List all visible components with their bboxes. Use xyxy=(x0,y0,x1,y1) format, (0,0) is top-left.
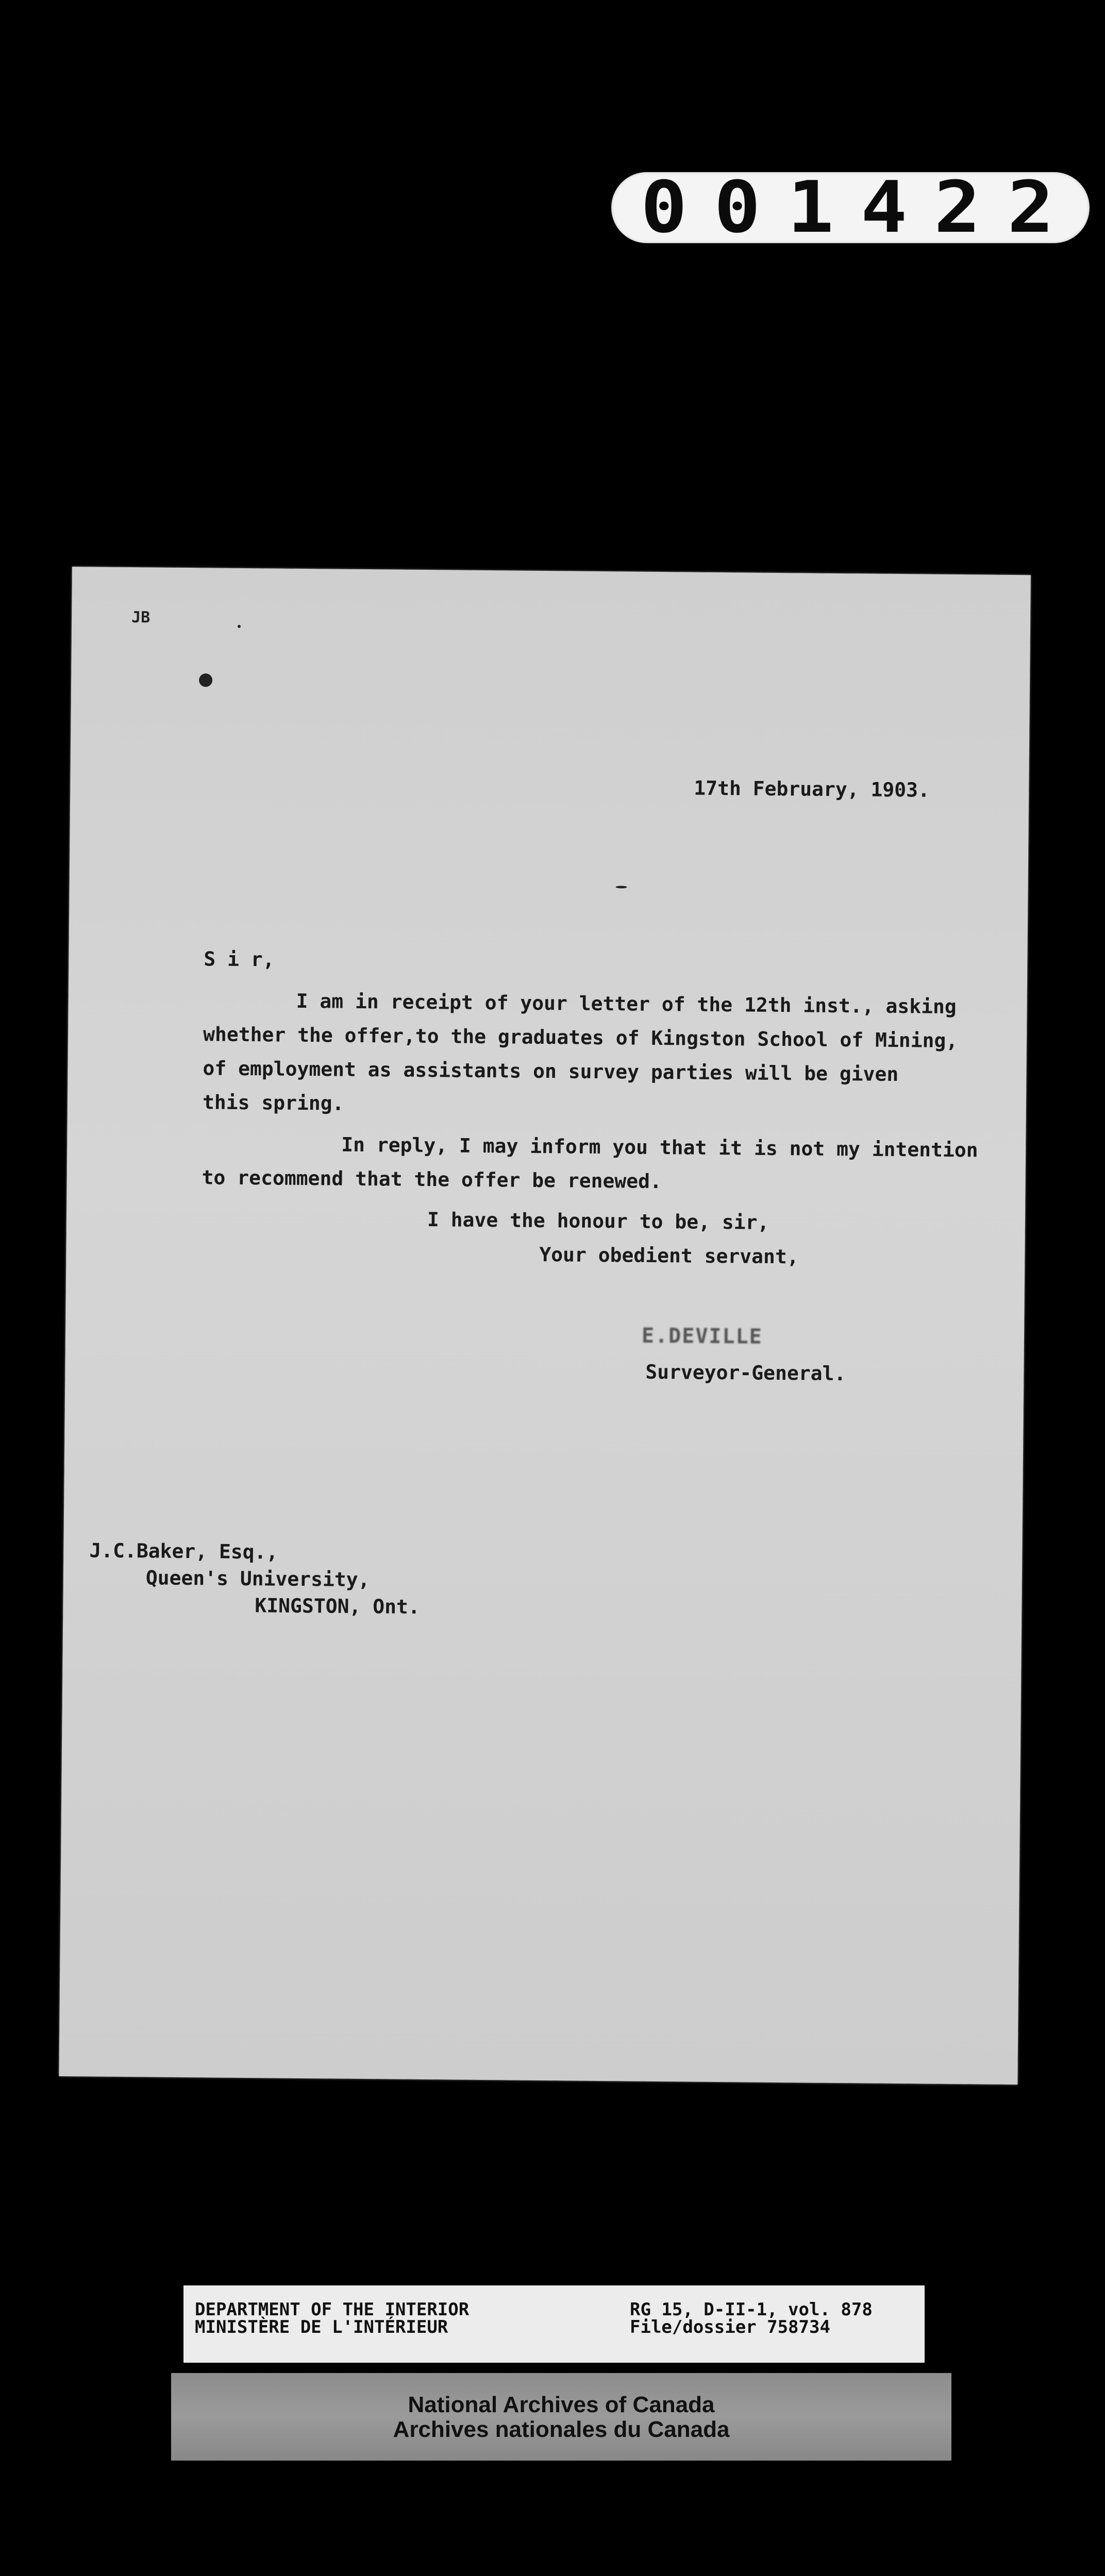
typist-initials: JB xyxy=(131,608,150,627)
letter-closing: I have the honour to be, sir, xyxy=(427,1208,769,1234)
file-number: File/dossier 758734 xyxy=(630,2317,830,2337)
letter-body-line: of employment as assistants on survey parties will be given xyxy=(203,1057,899,1086)
ink-speck xyxy=(238,625,241,628)
department-french: MINISTÈRE DE L'INTÉRIEUR xyxy=(195,2317,448,2337)
letter-body-line: to recommend that the offer be renewed. xyxy=(202,1166,662,1193)
national-archives-banner xyxy=(171,2373,951,2461)
record-group-reference: RG 15, D-II-1, vol. 878 xyxy=(630,2299,873,2320)
addressee-line: KINGSTON, Ont. xyxy=(255,1594,420,1618)
letter-body-line: this spring. xyxy=(202,1091,344,1115)
archives-name-french: Archives nationales du Canada xyxy=(393,2417,730,2442)
archives-name-english: National Archives of Canada xyxy=(408,2392,715,2417)
department-english: DEPARTMENT OF THE INTERIOR xyxy=(195,2299,470,2320)
frame-number: 001422 xyxy=(641,166,1081,249)
frame-number-label xyxy=(611,166,1090,249)
addressee-line: J.C.Baker, Esq., xyxy=(89,1539,278,1564)
signatory-title: Surveyor-General. xyxy=(645,1360,846,1385)
letter-body-line: I am in receipt of your letter of the 12th inst., asking xyxy=(296,989,957,1019)
letter-salutation: S i r, xyxy=(204,947,275,971)
signature-stamp: E.DEVILLE xyxy=(641,1324,763,1349)
ink-speck xyxy=(199,673,212,687)
ink-speck xyxy=(616,886,627,888)
letter-body-line: whether the offer,to the graduates of Kingston School of Mining, xyxy=(203,1023,958,1053)
letter-page xyxy=(59,567,1030,2084)
letter-body-line: In reply, I may inform you that it is not my intention xyxy=(341,1133,978,1162)
archive-reference-label xyxy=(183,2285,925,2363)
letter-closing: Your obedient servant, xyxy=(539,1243,799,1268)
letter-date: 17th February, 1903. xyxy=(694,776,930,802)
addressee-line: Queen's University, xyxy=(145,1566,370,1591)
